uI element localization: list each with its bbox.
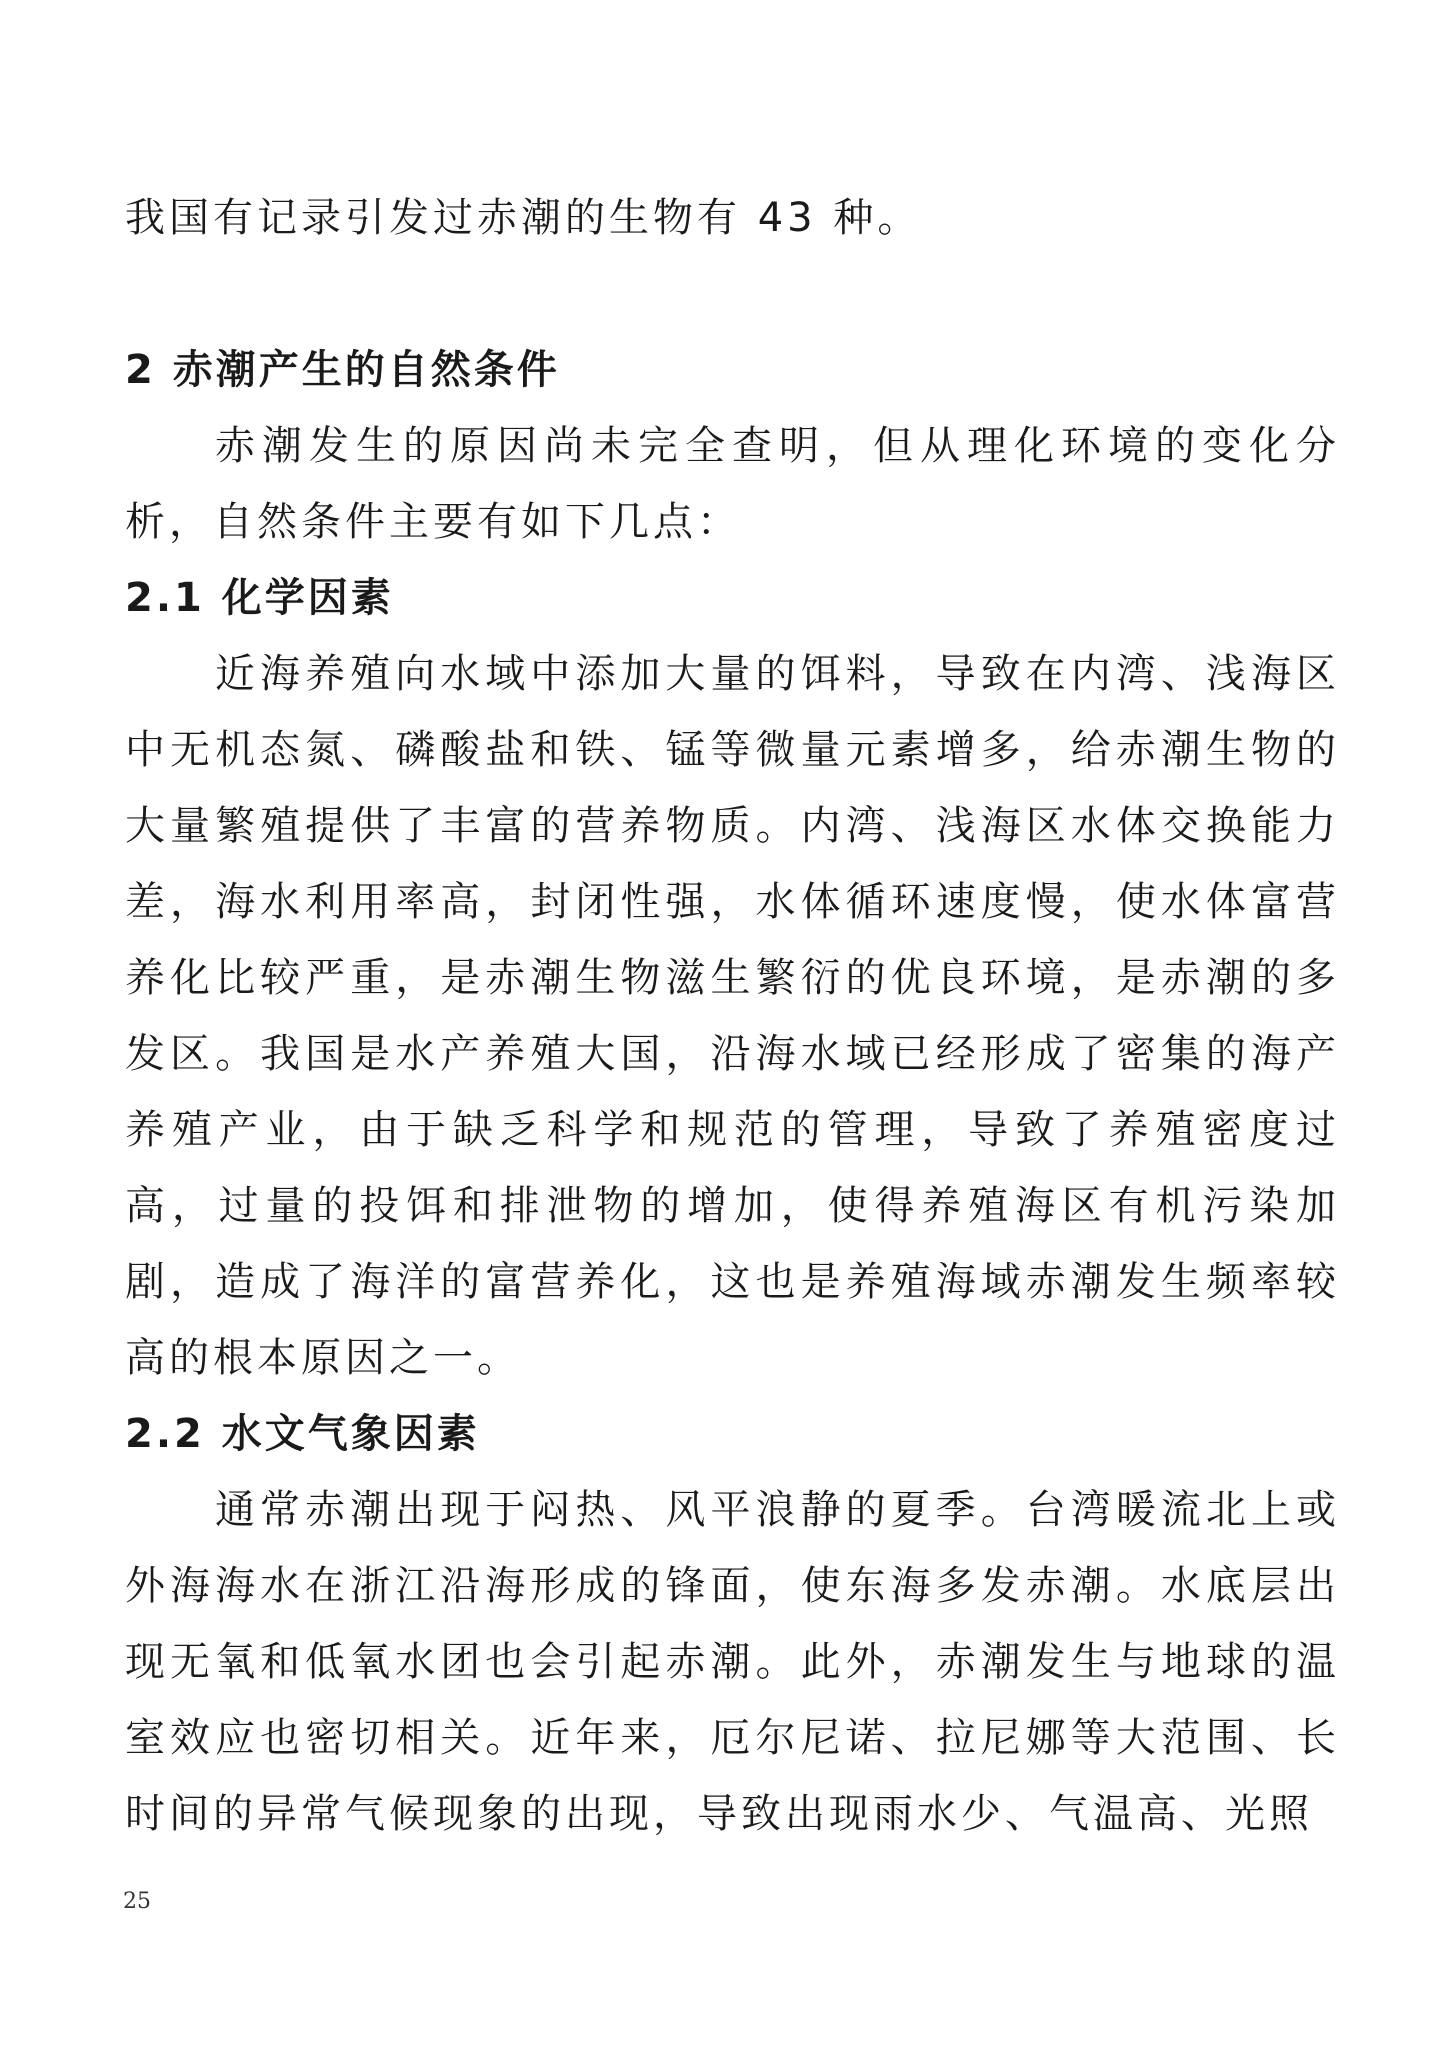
section-2-2-heading: 2.2 水文气象因素 [125, 1411, 480, 1457]
section-2-1-body-paragraph: 近海养殖向水域中添加大量的饵料，导致在内湾、浅海区中无机态氮、磷酸盐和铁、锰等微量元素增多，给赤潮生物的大量繁殖提供了丰富的营养物质。内湾、浅海区水体交换能力差，海水利用率高，封闭性强，水体循环速度慢，使水体富营养化比较严重，是赤潮生物滋生繁衍的优良环境，是赤潮的多发区。我国是水产养殖大国，沿海水域已经形成了密集的海产养殖产业，由于缺乏科学和规范的管理，导致了养殖密度过高，过量的投饵和排泄物的增加，使得养殖海区有机污染加剧，造成了海洋的富营养化，这也是养殖海域赤潮发生频率较高的根本原因之一。 [125, 651, 1340, 1381]
section-2-intro-paragraph: 赤潮发生的原因尚未完全查明，但从理化环境的变化分析，自然条件主要有如下几点： [125, 423, 1340, 545]
page-number: 25 [123, 1889, 151, 1914]
section-2-2-body-paragraph: 通常赤潮出现于闷热、风平浪静的夏季。台湾暖流北上或外海海水在浙江沿海形成的锋面，使东海多发赤潮。水底层出现无氧和低氧水团也会引起赤潮。此外，赤潮发生与地球的温室效应也密切相关。近年来，厄尔尼诺、拉尼娜等大范围、长时间的异常气候现象的出现，导致出现雨水少、气温高、光照 [125, 1487, 1340, 1837]
continuation-paragraph: 我国有记录引发过赤潮的生物有 43 种。 [125, 195, 922, 241]
section-2-heading: 2 赤潮产生的自然条件 [125, 347, 560, 393]
section-2-1-heading: 2.1 化学因素 [125, 575, 394, 621]
paragraph-spacer [125, 256, 1340, 332]
page-content [125, 180, 1340, 1852]
